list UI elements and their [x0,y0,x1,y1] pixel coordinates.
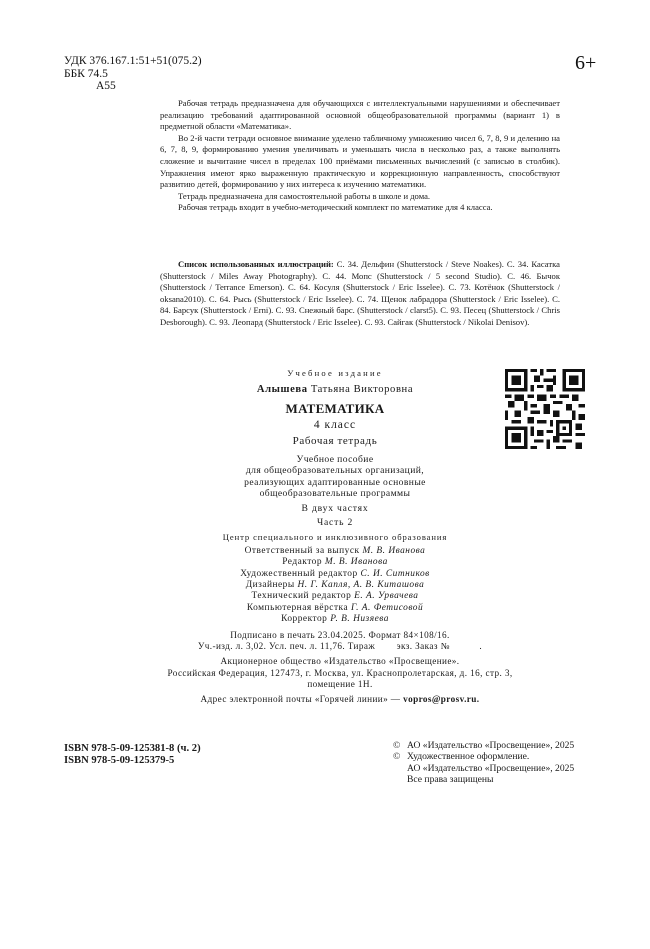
staff-role: Художественный редактор [240,568,358,579]
illustrations-credits [160,259,560,329]
annotation [160,98,560,214]
staff-role: Корректор [281,613,328,624]
staff-row [180,546,490,557]
annotation-paragraph: Рабочая тетрадь предназначена для обучающихся с интеллектуальными нарушениями и обеспечивает реализацию требований адаптированной основной общеобразовательной программы (вариант 1) в предметной области «Математика». [160,98,560,132]
isbn-block [64,743,201,768]
hotline-email-link[interactable]: vopros@prosv.ru. [403,694,480,705]
age-rating: 6+ [575,52,597,74]
rights-reserved: Все права защищены [407,773,494,785]
purpose-line: для общеобразовательных организаций, [245,465,425,477]
copyright-row [393,751,574,762]
classification-codes [64,55,202,93]
signed-line: Подписано в печать 23.04.2025. Формат 84×108/16. [230,630,450,640]
hotline [140,694,540,705]
imprint [180,368,490,625]
copyright-line: Художественное оформление. [407,751,530,763]
staff-name: С. И. Ситников [360,568,430,579]
copyright-row [393,763,574,774]
author-surname: Алышева [256,384,308,395]
staff-role: Технический редактор [251,591,352,602]
printing-info [140,630,540,705]
staff-name: М. В. Иванова [324,557,388,568]
staff-row [180,580,490,591]
address-line: Российская Федерация, 127473, г. Москва, ул. Краснопролетарская, д. 16, стр. 3, [167,667,513,678]
udk-code: УДК 376.167.1:51+51(075.2) [64,55,202,67]
annotation-paragraph: Тетрадь предназначена для самостоятельной работы в школе и дома. [178,190,431,201]
staff-name: Н. Г. Капля, А. В. Киташова [297,580,425,591]
staff-role: Компьютерная вёрстка [246,602,349,613]
spacer [393,763,407,774]
hotline-label: Адрес электронной почты «Горячей линии» — [200,694,401,705]
author-mark: А55 [96,80,116,92]
address-line: помещение 1Н. [307,678,373,689]
part-number: Часть 2 [316,517,354,529]
staff-row [180,569,490,580]
illustrations-paragraph [160,259,560,329]
purpose-line: общеобразовательные программы [259,487,411,499]
purpose-line: реализующих адаптированные основные [244,476,426,488]
staff-row [180,591,490,602]
spacer [393,774,407,785]
staff-list [180,546,490,625]
grade: 4 класс [313,419,357,431]
staff-name: Р. В. Низяева [330,613,389,624]
staff-role: Ответственный за выпуск [244,546,360,557]
publishing-center: Центр специального и инклюзивного образования [222,532,448,543]
edition-kind: Учебное издание [287,368,383,378]
isbn-line: ISBN 978-5-09-125379-5 [64,755,175,767]
isbn-line: ISBN 978-5-09-125381-8 (ч. 2) [64,743,201,754]
staff-row [180,557,490,568]
staff-name: Е. А. Урвачева [354,591,419,602]
copyright-block [393,740,574,785]
copyright-line: АО «Издательство «Просвещение», 2025 [407,762,575,774]
staff-row [180,614,490,625]
copyright-icon: © [393,751,401,763]
annotation-paragraph: Рабочая тетрадь входит в учебно-методический комплект по математике для 4 класса. [178,202,493,213]
copyright-row [393,774,574,785]
book-title: МАТЕМАТИКА [285,401,385,416]
purpose [180,454,490,499]
sheets-line: Уч.-изд. л. 3,02. Усл. печ. л. 11,76. Тираж экз. Заказ № . [197,641,483,652]
copyright-icon: © [393,740,401,751]
author [180,384,490,395]
qr-code-icon[interactable] [505,369,585,449]
staff-name: Г. А. Фетисовой [350,602,424,613]
staff-row [180,603,490,614]
illustrations-text: С. 34. Дельфин (Shutterstock / Steve Noakes). С. 34. Касатка (Shutterstock / Miles Away Photography). С. 44. Мопс (Shutterstock / 5 second Studio). С. 46. Бычок (Shutterstock / Terrance Emerson). С. 64. Косуля (Shutterstock / Eric Isselee). С. 73. Котёнок (Shutterstock / oksana2010). С. 64. Рысь (Shutterstock / Eric Isselee). С. 74. Щенок лабрадора (Shutterstock / Eric Isselee). С. 84. Барсук (Shutterstock / Erni). С. 93. Снежный барс. (Shutterstock / clarst5). С. 93. Песец (Shutterstock / Chris Desborough). С. 93. Леопард (Shutterstock / Eric Isselee). С. 93. Сайгак (Shutterstock / Nikolai Denisov). [160,259,560,327]
author-name: Татьяна Викторовна [310,384,414,395]
bbk-code: ББК 74.5 [64,67,108,80]
parts-count: В двух частях [301,503,369,515]
staff-role: Дизайнеры [245,580,295,591]
copyright-row [393,740,574,751]
publisher-line: Акционерное общество «Издательство «Просвещение». [220,656,460,667]
illustrations-label: Список использованных иллюстраций: [178,259,334,269]
staff-role: Редактор [282,557,323,568]
staff-name: М. В. Иванова [362,546,426,557]
purpose-line: Учебное пособие [296,454,374,465]
book-type: Рабочая тетрадь [292,435,378,447]
copyright-line: АО «Издательство «Просвещение», 2025 [407,740,575,751]
annotation-paragraph: Во 2-й части тетради основное внимание уделено табличному умножению чисел 6, 7, 8, 9 и делению на 6, 7, 8, 9, формированию умения увеличивать и уменьшать числа в несколько раз, а также выполнять сложение и вычитание чисел в пределах 100 приёмами письменных вычислений (с записью в столбик). Упражнения имеют ярко выраженную практическую и коррекционную направленность, способствуют развитию детей, формированию у них интереса к изучению математики. [160,132,560,190]
